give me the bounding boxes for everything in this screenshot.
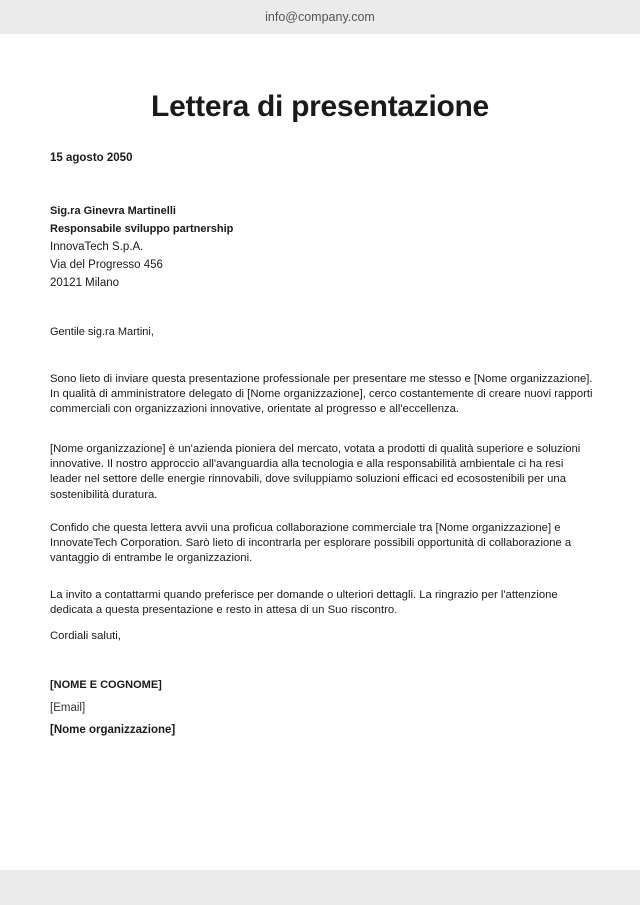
paragraph-contact: La invito a contattarmi quando preferisce per domande o ulteriori dettagli. La ringrazio per l'attenzione dedicata a questa presentazione e resto in attesa di un Suo riscontro. bbox=[50, 589, 558, 617]
signature-email: [Email] bbox=[50, 702, 86, 714]
recipient-block bbox=[50, 202, 233, 292]
letter-date: 15 agosto 2050 bbox=[50, 152, 133, 164]
recipient-role: Responsabile sviluppo partnership bbox=[50, 223, 234, 235]
recipient-name: Sig.ra Ginevra Martinelli bbox=[50, 205, 176, 217]
footer-bar bbox=[0, 870, 640, 905]
recipient-street: Via del Progresso 456 bbox=[50, 259, 163, 271]
greeting: Gentile sig.ra Martini, bbox=[50, 326, 154, 338]
paragraph-collaboration: Confido che questa lettera avvii una proficua collaborazione commerciale tra [Nome organizzazione] e InnovateTech Corporation. Sarò lieto di incontrarla per esplorare possibili opportunità di collaborazione a vantaggio di entrambe le organizzazioni. bbox=[50, 522, 572, 565]
signature-name: [NOME E COGNOME] bbox=[50, 679, 162, 691]
header-bar bbox=[0, 0, 640, 34]
closing: Cordiali saluti, bbox=[50, 630, 121, 642]
paragraph-intro: Sono lieto di inviare questa presentazione professionale per presentare me stesso e [Nome organizzazione]. In qualità di amministratore delegato di [Nome organizzazione], cerco costantemente di creare nuovi rapporti commerciali con organizzazioni innovative, orientate al progresso e all'eccellenza. bbox=[50, 373, 593, 416]
header-email: info@company.com bbox=[265, 10, 375, 24]
recipient-city: 20121 Milano bbox=[50, 277, 120, 289]
signature-organization: [Nome organizzazione] bbox=[50, 724, 176, 736]
document-title: Lettera di presentazione bbox=[151, 90, 489, 123]
recipient-company: InnovaTech S.p.A. bbox=[50, 241, 144, 253]
paragraph-company: [Nome organizzazione] è un'azienda pioniera del mercato, votata a prodotti di qualità superiore e soluzioni innovative. Il nostro approccio all'avanguardia alla tecnologia e alla responsabilità ambientale ci ha resi leader nel settore delle energie rinnovabili, dove sviluppiamo soluzioni efficaci ed ecosostenibili per una sostenibilità duratura. bbox=[50, 443, 581, 501]
